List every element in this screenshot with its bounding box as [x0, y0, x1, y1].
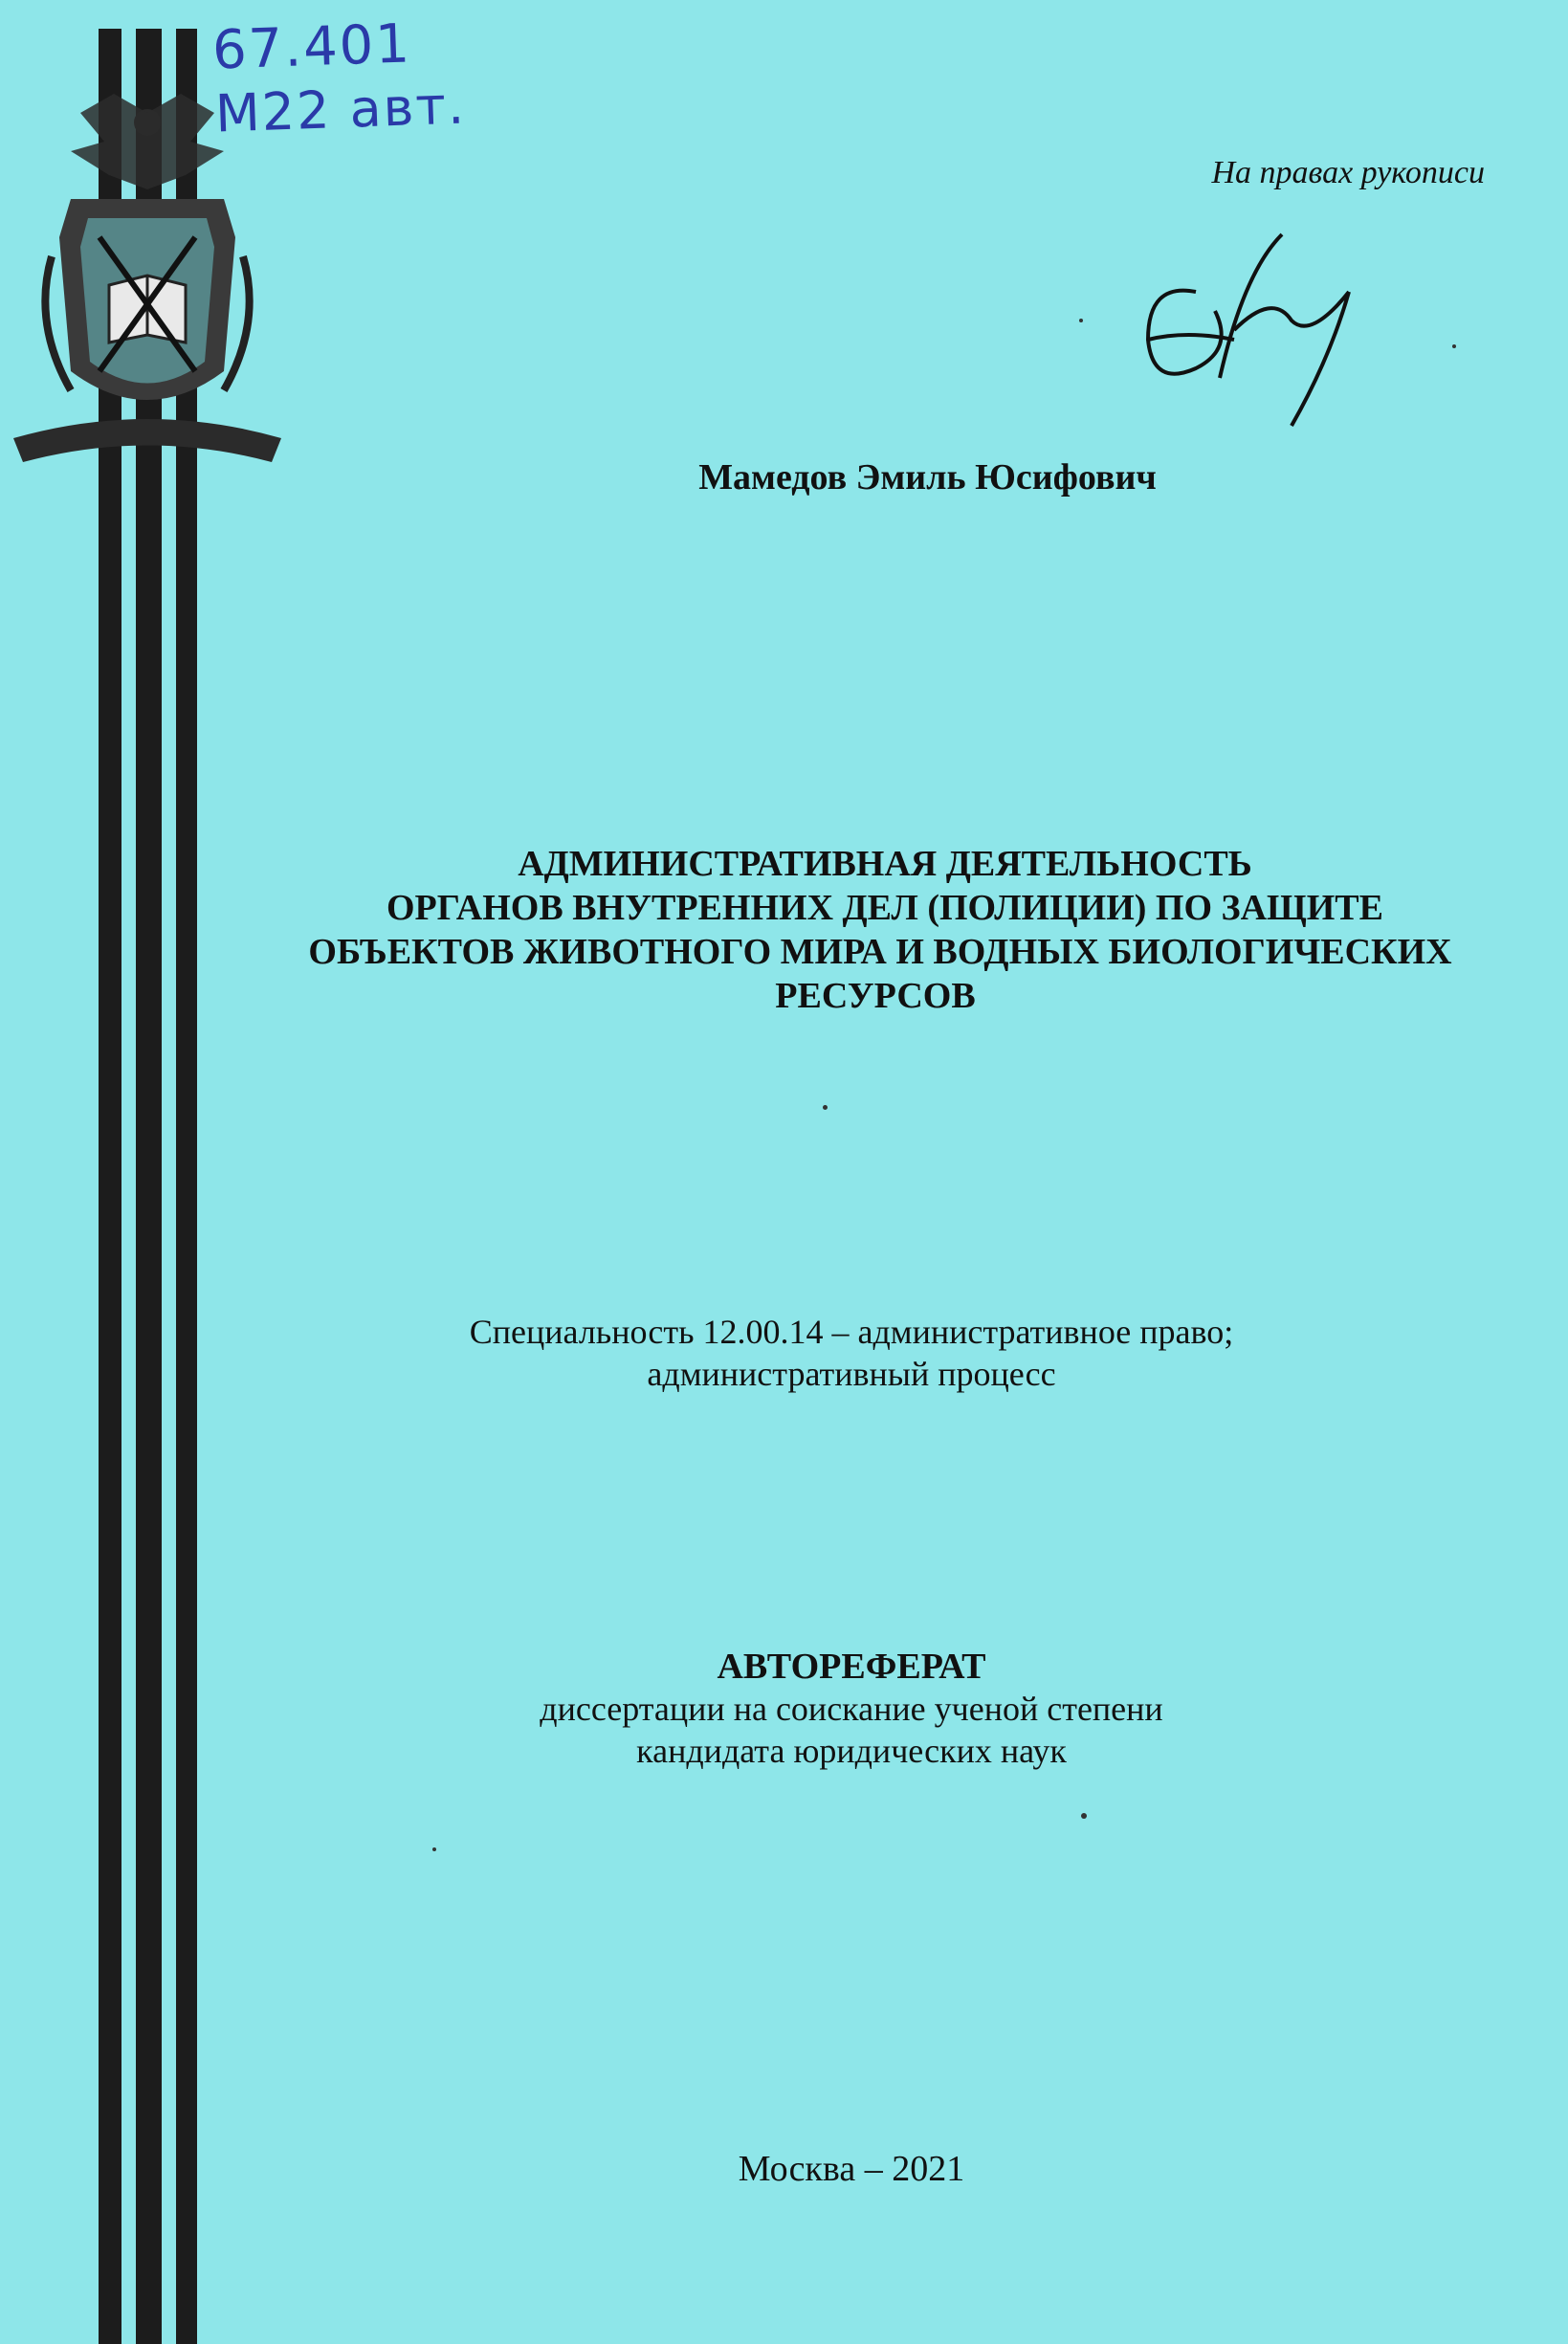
speck: [1079, 319, 1083, 322]
abstract-block: [287, 1646, 1416, 1772]
specialty-line1: Специальность 12.00.14 – административное право;: [469, 1313, 1234, 1351]
title-line: РЕСУРСОВ: [775, 976, 976, 1016]
specialty: [287, 1311, 1416, 1395]
rights-notice: На правах рукописи: [1211, 155, 1485, 190]
speck: [823, 1105, 828, 1110]
speck: [432, 1847, 436, 1851]
city-year: Москва – 2021: [738, 2149, 965, 2189]
specialty-line2: административный процесс: [647, 1355, 1056, 1393]
handwritten-index-line1: 67.401: [210, 12, 413, 82]
abstract-heading: АВТОРЕФЕРАТ: [717, 1647, 986, 1687]
abstract-line1: диссертации на соискание ученой степени: [540, 1690, 1163, 1728]
abstract-line2: кандидата юридических наук: [636, 1732, 1067, 1770]
title-line: АДМИНИСТРАТИВНАЯ ДЕЯТЕЛЬНОСТЬ: [518, 844, 1252, 884]
title-line: ОРГАНОВ ВНУТРЕННИХ ДЕЛ (ПОЛИЦИИ) ПО ЗАЩИТЕ: [386, 888, 1383, 928]
handwritten-index-line2: М22 авт.: [213, 75, 468, 144]
title-line: ОБЪЕКТОВ ЖИВОТНОГО МИРА И ВОДНЫХ БИОЛОГИЧЕСКИХ: [308, 932, 1452, 972]
speck: [1452, 344, 1456, 348]
dissertation-title: [201, 842, 1540, 1018]
author-name: Мамедов Эмиль Юсифович: [698, 457, 1157, 498]
speck: [1081, 1813, 1087, 1819]
author-signature-icon: [1129, 215, 1416, 435]
